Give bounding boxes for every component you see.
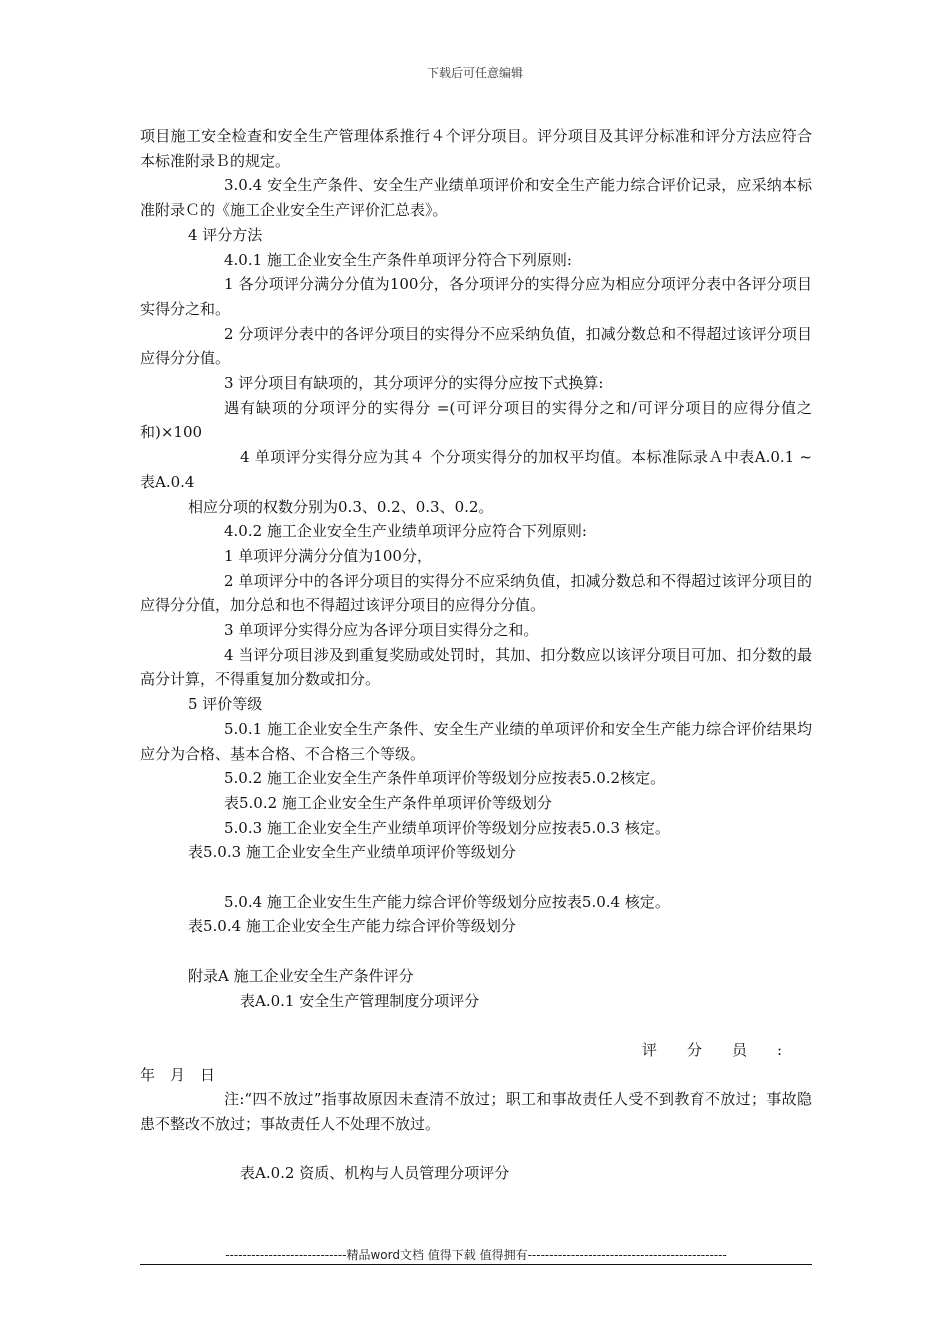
paragraph: 2 单项评分中的各评分项目的实得分不应采纳负值，扣减分数总和不得超过该评分项目的应得分分值，加分总和也不得超过该评分项目的应得分分值。 [140,571,812,615]
paragraph: 1 单项评分满分分值为100分， [224,546,432,565]
blank-line [140,1013,812,1038]
paragraph: 4 当评分项目涉及到重复奖励或处罚时，其加、扣分数应以该评分项目可加、扣分数的最高分计算，不得重复加分数或扣分。 [140,645,812,689]
blank-line [140,1137,812,1162]
paragraph: 遇有缺项的分项评分的实得分 =(可评分项目的实得分之和/可评分项目的应得分值之和)×100 [140,398,812,442]
paragraph: 表A.0.1 安全生产管理制度分项评分 [240,991,480,1010]
paragraph: 4 评分方法 [188,225,263,244]
paragraph: 3 评分项目有缺项的，其分项评分的实得分应按下式换算: [224,374,604,393]
paragraph: 1 各分项评分满分分值为100分，各分项评分的实得分应为相应分项评分表中各评分项目实得分之和。 [140,275,812,318]
footer-divider [140,1264,812,1265]
paragraph: 4.0.2 施工企业安全生产业绩单项评分应符合下列原则: [224,522,587,541]
paragraph: 表5.0.2 施工企业安全生产条件单项评价等级划分 [224,793,552,812]
paragraph: 5.0.4 施工企业安生生产能力综合评价等级划分应按表5.0.4 核定。 [224,892,670,911]
document-body [140,124,812,1186]
page-footer: ----------------------------精品word文档 值得下载 值得拥有---------------------------------------------- [225,1248,727,1262]
page-header: 下载后可任意编辑 [426,66,523,80]
paragraph: 5 评价等级 [188,695,263,714]
paragraph: 5.0.3 施工企业安全生产业绩单项评价等级划分应按表5.0.3 核定。 [224,818,670,837]
paragraph: 5.0.1 施工企业安全生产条件、安全生产业绩的单项评价和安全生产能力综合评价结果均应分为合格、基本合格、不合格三个等级。 [140,719,812,763]
paragraph: 5.0.2 施工企业安全生产条件单项评价等级划分应按表5.0.2核定。 [224,769,666,788]
paragraph: 4 单项评分实得分应为其４ 个分项实得分的加权平均值。本标准际录Ａ中表A.0.1 ~ 表A.0.4 [140,448,812,491]
paragraph: 相应分项的权数分别为0.3、0.2、0.3、0.2。 [188,497,494,516]
paragraph: 表5.0.4 施工企业安全生产能力综合评价等级划分 [188,917,516,936]
paragraph: 注:“四不放过”指事故原因未查清不放过；职工和事故责任人受不到教育不放过；事故隐患不整改不放过；事故责任人不处理不放过。 [140,1090,812,1134]
paragraph: 表5.0.3 施工企业安全生产业绩单项评价等级划分 [188,843,516,862]
paragraph: 评分员: [641,1040,812,1059]
paragraph: 3 单项评分实得分应为各评分项目实得分之和。 [224,621,539,640]
paragraph: 2 分项评分表中的各评分项目的实得分不应采纳负值，扣减分数总和不得超过该评分项目应得分分值。 [140,324,812,368]
paragraph: 年 月 日 [140,1065,216,1084]
paragraph: 项目施工安全检查和安全生产管理体系推行４个评分项目。评分项目及其评分标准和评分方法应符合本标准附录Ｂ的规定。 [140,127,812,170]
blank-line [140,939,812,964]
paragraph: 3.0.4 安全生产条件、安全生产业绩单项评价和安全生产能力综合评价记录，应采纳本标准附录Ｃ的《施工企业安全生产评价汇总表》。 [140,176,812,220]
paragraph: 4.0.1 施工企业安全生产条件单项评分符合下列原则: [224,250,572,269]
blank-line [140,865,812,890]
paragraph: 表A.0.2 资质、机构与人员管理分项评分 [240,1164,510,1183]
paragraph: 附录A 施工企业安全生产条件评分 [188,966,414,985]
